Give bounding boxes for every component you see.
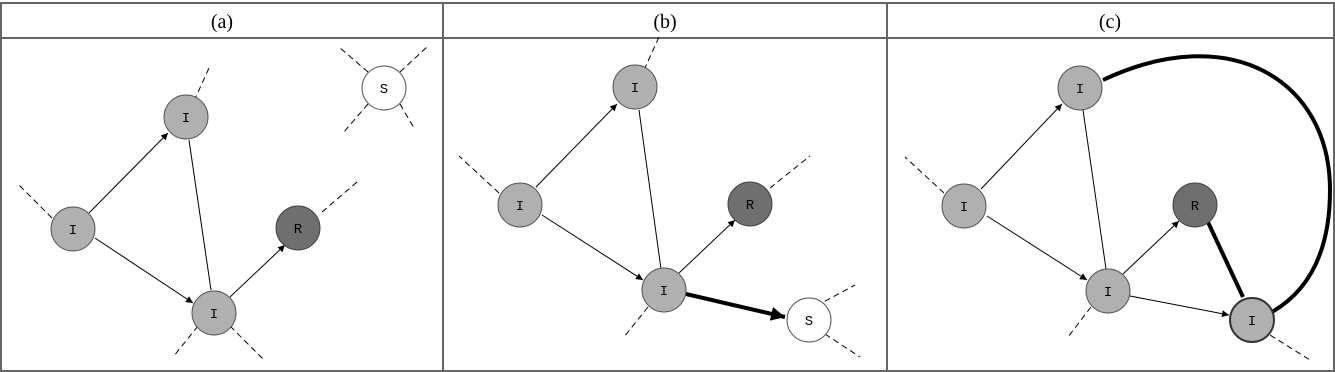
node-c4	[1173, 183, 1217, 227]
panel-c-header: (c)	[1098, 11, 1122, 33]
edge-arrow	[987, 216, 1087, 280]
panel-b-header: (b)	[653, 11, 677, 33]
edge-line	[639, 110, 661, 269]
node-label: I	[1075, 82, 1085, 98]
rewired-arc	[1103, 56, 1330, 312]
node-label: I	[181, 111, 191, 127]
stub-line	[905, 157, 944, 193]
node-b3	[642, 268, 686, 312]
panel-b	[459, 37, 860, 357]
edge-line	[1083, 110, 1106, 269]
node-b4	[728, 182, 772, 226]
panel-a-edges	[89, 133, 285, 303]
node-label: I	[630, 81, 640, 97]
stub-line	[18, 184, 52, 218]
node-c5	[1230, 298, 1274, 342]
edge-arrow	[89, 133, 168, 213]
node-label: I	[659, 284, 669, 300]
edge-arrow	[981, 104, 1062, 189]
stub-line	[644, 37, 659, 70]
stub-line	[400, 104, 414, 128]
node-label: I	[1103, 285, 1113, 301]
stub-line	[173, 326, 198, 357]
stub-line	[1270, 335, 1310, 360]
stub-line	[194, 68, 209, 101]
node-a5	[362, 66, 406, 110]
edge-line	[189, 140, 211, 290]
stub-line	[322, 182, 357, 212]
edge-arrow	[536, 104, 617, 187]
node-label: I	[515, 199, 525, 215]
panel-c	[905, 56, 1330, 360]
node-label: R	[293, 222, 303, 238]
node-label: S	[804, 314, 814, 330]
stub-line	[825, 334, 860, 357]
node-b2	[613, 65, 657, 109]
node-a3	[192, 291, 236, 335]
node-a4	[276, 206, 320, 250]
stub-line	[459, 156, 499, 193]
edge-arrow	[95, 238, 193, 303]
stub-line	[770, 156, 810, 188]
node-c2	[1058, 66, 1102, 110]
node-c1	[942, 184, 986, 228]
stub-line	[343, 104, 368, 133]
node-label: S	[379, 82, 389, 98]
node-b5	[787, 298, 831, 342]
edge-arrow	[230, 245, 285, 297]
node-c3	[1086, 269, 1130, 313]
stub-line	[624, 307, 648, 337]
panel-c-new-links	[1103, 56, 1330, 312]
rewired-link	[1207, 220, 1243, 297]
node-label: R	[745, 198, 755, 214]
panel-a-header: (a)	[210, 11, 234, 33]
stub-line	[339, 47, 368, 72]
stub-line	[400, 47, 427, 72]
stub-line	[230, 326, 263, 359]
edge-arrow	[542, 215, 643, 280]
node-label: I	[68, 223, 78, 239]
transmission-arrow	[686, 294, 785, 317]
node-label: I	[959, 200, 969, 216]
node-label: I	[1247, 314, 1257, 330]
stub-line	[1068, 307, 1091, 337]
node-label: I	[209, 307, 219, 323]
node-label: R	[1190, 199, 1200, 215]
panel-a	[18, 47, 427, 359]
node-a2	[164, 95, 208, 139]
edge-arrow	[679, 220, 735, 273]
node-b1	[498, 183, 542, 227]
edge-arrow	[1130, 296, 1229, 315]
edge-arrow	[1123, 221, 1179, 274]
node-a1	[51, 207, 95, 251]
